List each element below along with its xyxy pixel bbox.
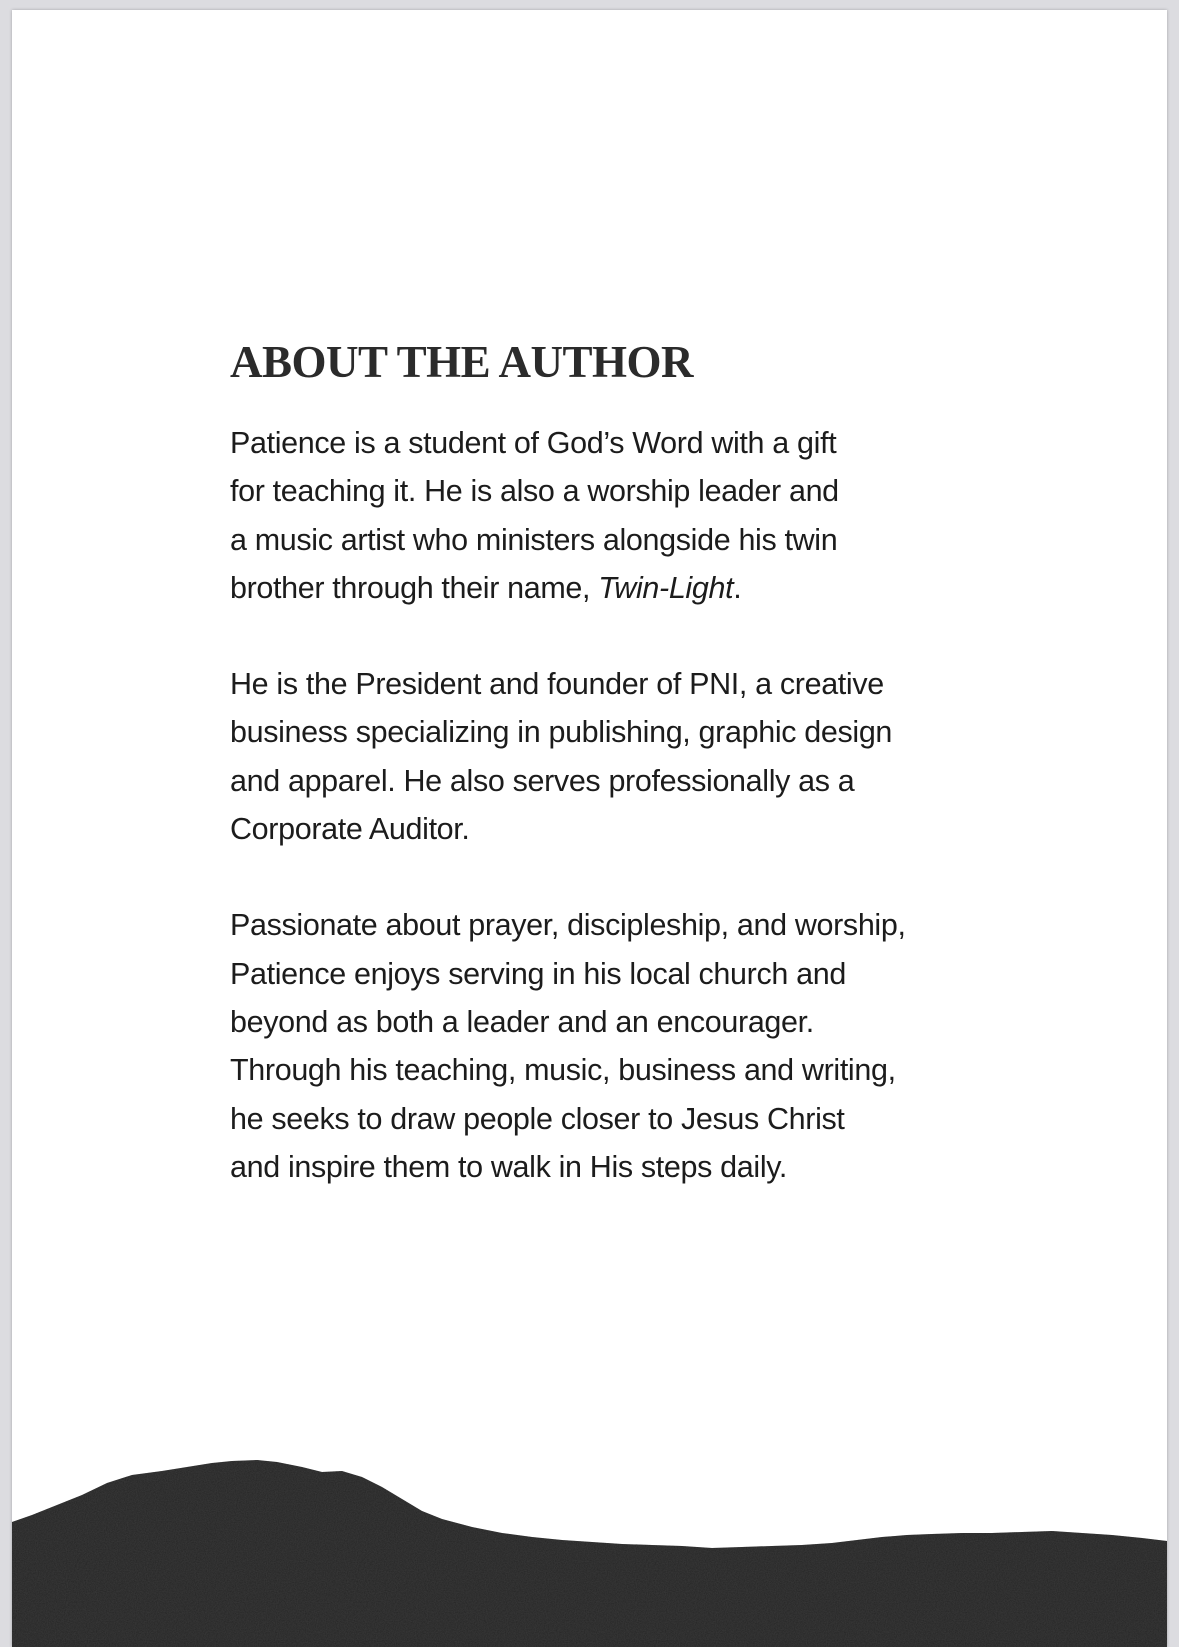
ink-landscape-decoration (12, 1447, 1167, 1647)
paragraph-1-period: . (733, 570, 742, 605)
ink-hill-shape (12, 1460, 1167, 1647)
paragraph-3-line: beyond as both a leader and an encourager. (230, 1004, 814, 1039)
paragraph-1-line-text: brother through their name, (230, 570, 599, 605)
paragraph-2-line: business specializing in publishing, graphic design (230, 715, 893, 750)
paragraph-1 (230, 419, 990, 612)
paragraph-2-line: and apparel. He also serves professionally as a (230, 763, 855, 798)
paragraph-1-line: a music artist who ministers alongside his twin (230, 522, 838, 557)
group-name-emphasis: Twin-Light (598, 570, 734, 605)
paragraph-3-line: he seeks to draw people closer to Jesus Christ (230, 1101, 845, 1136)
paragraph-2 (230, 660, 990, 853)
paragraph-1-line: Patience is a student of God’s Word with a gift (230, 426, 837, 460)
paragraph-3-line: and inspire them to walk in His steps daily. (230, 1149, 788, 1184)
book-page (12, 10, 1167, 1647)
paragraph-3-line: Through his teaching, music, business and writing, (230, 1053, 896, 1088)
about-author-section (230, 335, 990, 1239)
page-heading: ABOUT THE AUTHOR (230, 337, 693, 387)
paragraph-1-line: for teaching it. He is also a worship leader and (230, 474, 839, 509)
paragraph-1-last-line (230, 564, 990, 612)
paragraph-3 (230, 901, 990, 1191)
paragraph-3-line: Patience enjoys serving in his local church and (230, 956, 846, 991)
paragraph-3-line: Passionate about prayer, discipleship, and worship, (230, 908, 906, 943)
paragraph-2-line: Corporate Auditor. (230, 812, 470, 847)
paragraph-2-line: He is the President and founder of PNI, a creative (230, 667, 884, 702)
